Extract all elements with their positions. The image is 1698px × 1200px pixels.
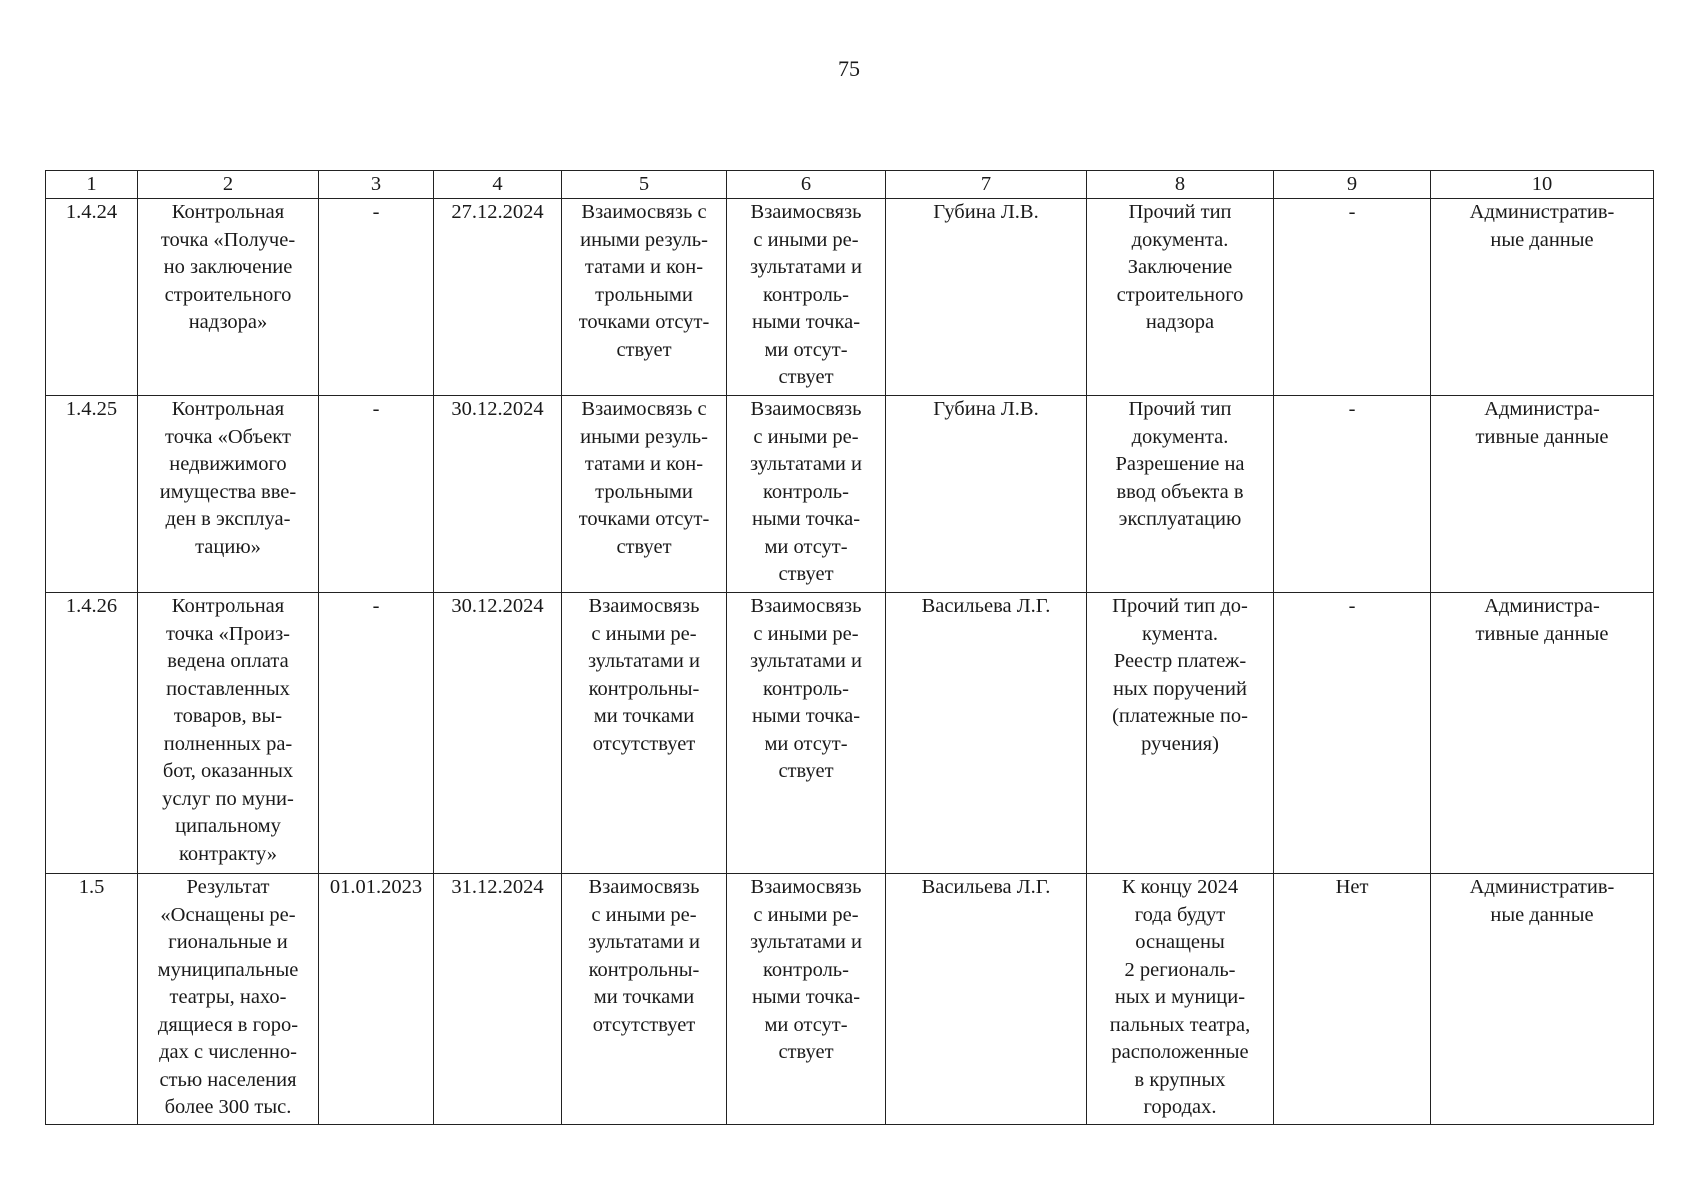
document-type: Прочий тип документа. Разрешение на ввод объекта в эксплуатацию xyxy=(1087,396,1274,593)
column-header: 6 xyxy=(727,171,886,199)
document-type: Прочий тип документа. Заключение строительного надзора xyxy=(1087,199,1274,396)
table-row xyxy=(46,874,1654,1125)
table-header-row xyxy=(46,171,1654,199)
page-number: 75 xyxy=(838,56,860,81)
item-name: Контрольная точка «Объект недвижимого имущества вве- ден в эксплуа- тацию» xyxy=(138,396,319,593)
start-date: - xyxy=(319,593,434,874)
info-system: - xyxy=(1274,199,1431,396)
responsible-person: Васильева Л.Г. xyxy=(886,874,1087,1125)
table-row xyxy=(46,593,1654,874)
end-date: 31.12.2024 xyxy=(434,874,562,1125)
responsible-person: Васильева Л.Г. xyxy=(886,593,1087,874)
row-number: 1.4.25 xyxy=(46,396,138,593)
end-date: 30.12.2024 xyxy=(434,593,562,874)
column-header: 3 xyxy=(319,171,434,199)
end-date: 27.12.2024 xyxy=(434,199,562,396)
column-header: 5 xyxy=(562,171,727,199)
relation-points: Взаимосвязь с иными ре- зультатами и контроль- ными точка- ми отсут- ствует xyxy=(727,199,886,396)
item-name: Контрольная точка «Получе- но заключение строительного надзора» xyxy=(138,199,319,396)
start-date: 01.01.2023 xyxy=(319,874,434,1125)
relation-points: Взаимосвязь с иными ре- зультатами и контроль- ными точка- ми отсут- ствует xyxy=(727,396,886,593)
end-date: 30.12.2024 xyxy=(434,396,562,593)
relation-results: Взаимосвязь с иными резуль- татами и кон- трольными точками отсут- ствует xyxy=(562,199,727,396)
relation-results: Взаимосвязь с иными ре- зультатами и контрольны- ми точками отсутствует xyxy=(562,593,727,874)
responsible-person: Губина Л.В. xyxy=(886,199,1087,396)
data-source: Административ- ные данные xyxy=(1431,874,1654,1125)
table-row xyxy=(46,199,1654,396)
column-header: 4 xyxy=(434,171,562,199)
item-name: Контрольная точка «Произ- ведена оплата поставленных товаров, вы- полненных ра- бот, оказанных услуг по муни- ципальному контракту» xyxy=(138,593,319,874)
column-header: 1 xyxy=(46,171,138,199)
data-source: Администра- тивные данные xyxy=(1431,396,1654,593)
column-header: 8 xyxy=(1087,171,1274,199)
column-header: 2 xyxy=(138,171,319,199)
document-type: Прочий тип до- кумента. Реестр платеж- ных поручений (платежные по- ручения) xyxy=(1087,593,1274,874)
responsible-person: Губина Л.В. xyxy=(886,396,1087,593)
row-number: 1.4.26 xyxy=(46,593,138,874)
data-source: Административ- ные данные xyxy=(1431,199,1654,396)
relation-results: Взаимосвязь с иными резуль- татами и кон- трольными точками отсут- ствует xyxy=(562,396,727,593)
column-header: 10 xyxy=(1431,171,1654,199)
relation-points: Взаимосвязь с иными ре- зультатами и контроль- ными точка- ми отсут- ствует xyxy=(727,593,886,874)
relation-points: Взаимосвязь с иными ре- зультатами и контроль- ными точка- ми отсут- ствует xyxy=(727,874,886,1125)
start-date: - xyxy=(319,396,434,593)
info-system: Нет xyxy=(1274,874,1431,1125)
document-type: К концу 2024 года будут оснащены 2 региональ- ных и муници- пальных театра, расположенные в крупных городах. xyxy=(1087,874,1274,1125)
start-date: - xyxy=(319,199,434,396)
relation-results: Взаимосвязь с иными ре- зультатами и контрольны- ми точками отсутствует xyxy=(562,874,727,1125)
info-system: - xyxy=(1274,396,1431,593)
column-header: 9 xyxy=(1274,171,1431,199)
data-source: Администра- тивные данные xyxy=(1431,593,1654,874)
row-number: 1.5 xyxy=(46,874,138,1125)
column-header: 7 xyxy=(886,171,1087,199)
results-table xyxy=(45,170,1654,1125)
item-name: Результат «Оснащены ре- гиональные и муниципальные театры, нахо- дящиеся в горо- дах с численно- стью населения более 300 тыс. xyxy=(138,874,319,1125)
info-system: - xyxy=(1274,593,1431,874)
table-row xyxy=(46,396,1654,593)
row-number: 1.4.24 xyxy=(46,199,138,396)
